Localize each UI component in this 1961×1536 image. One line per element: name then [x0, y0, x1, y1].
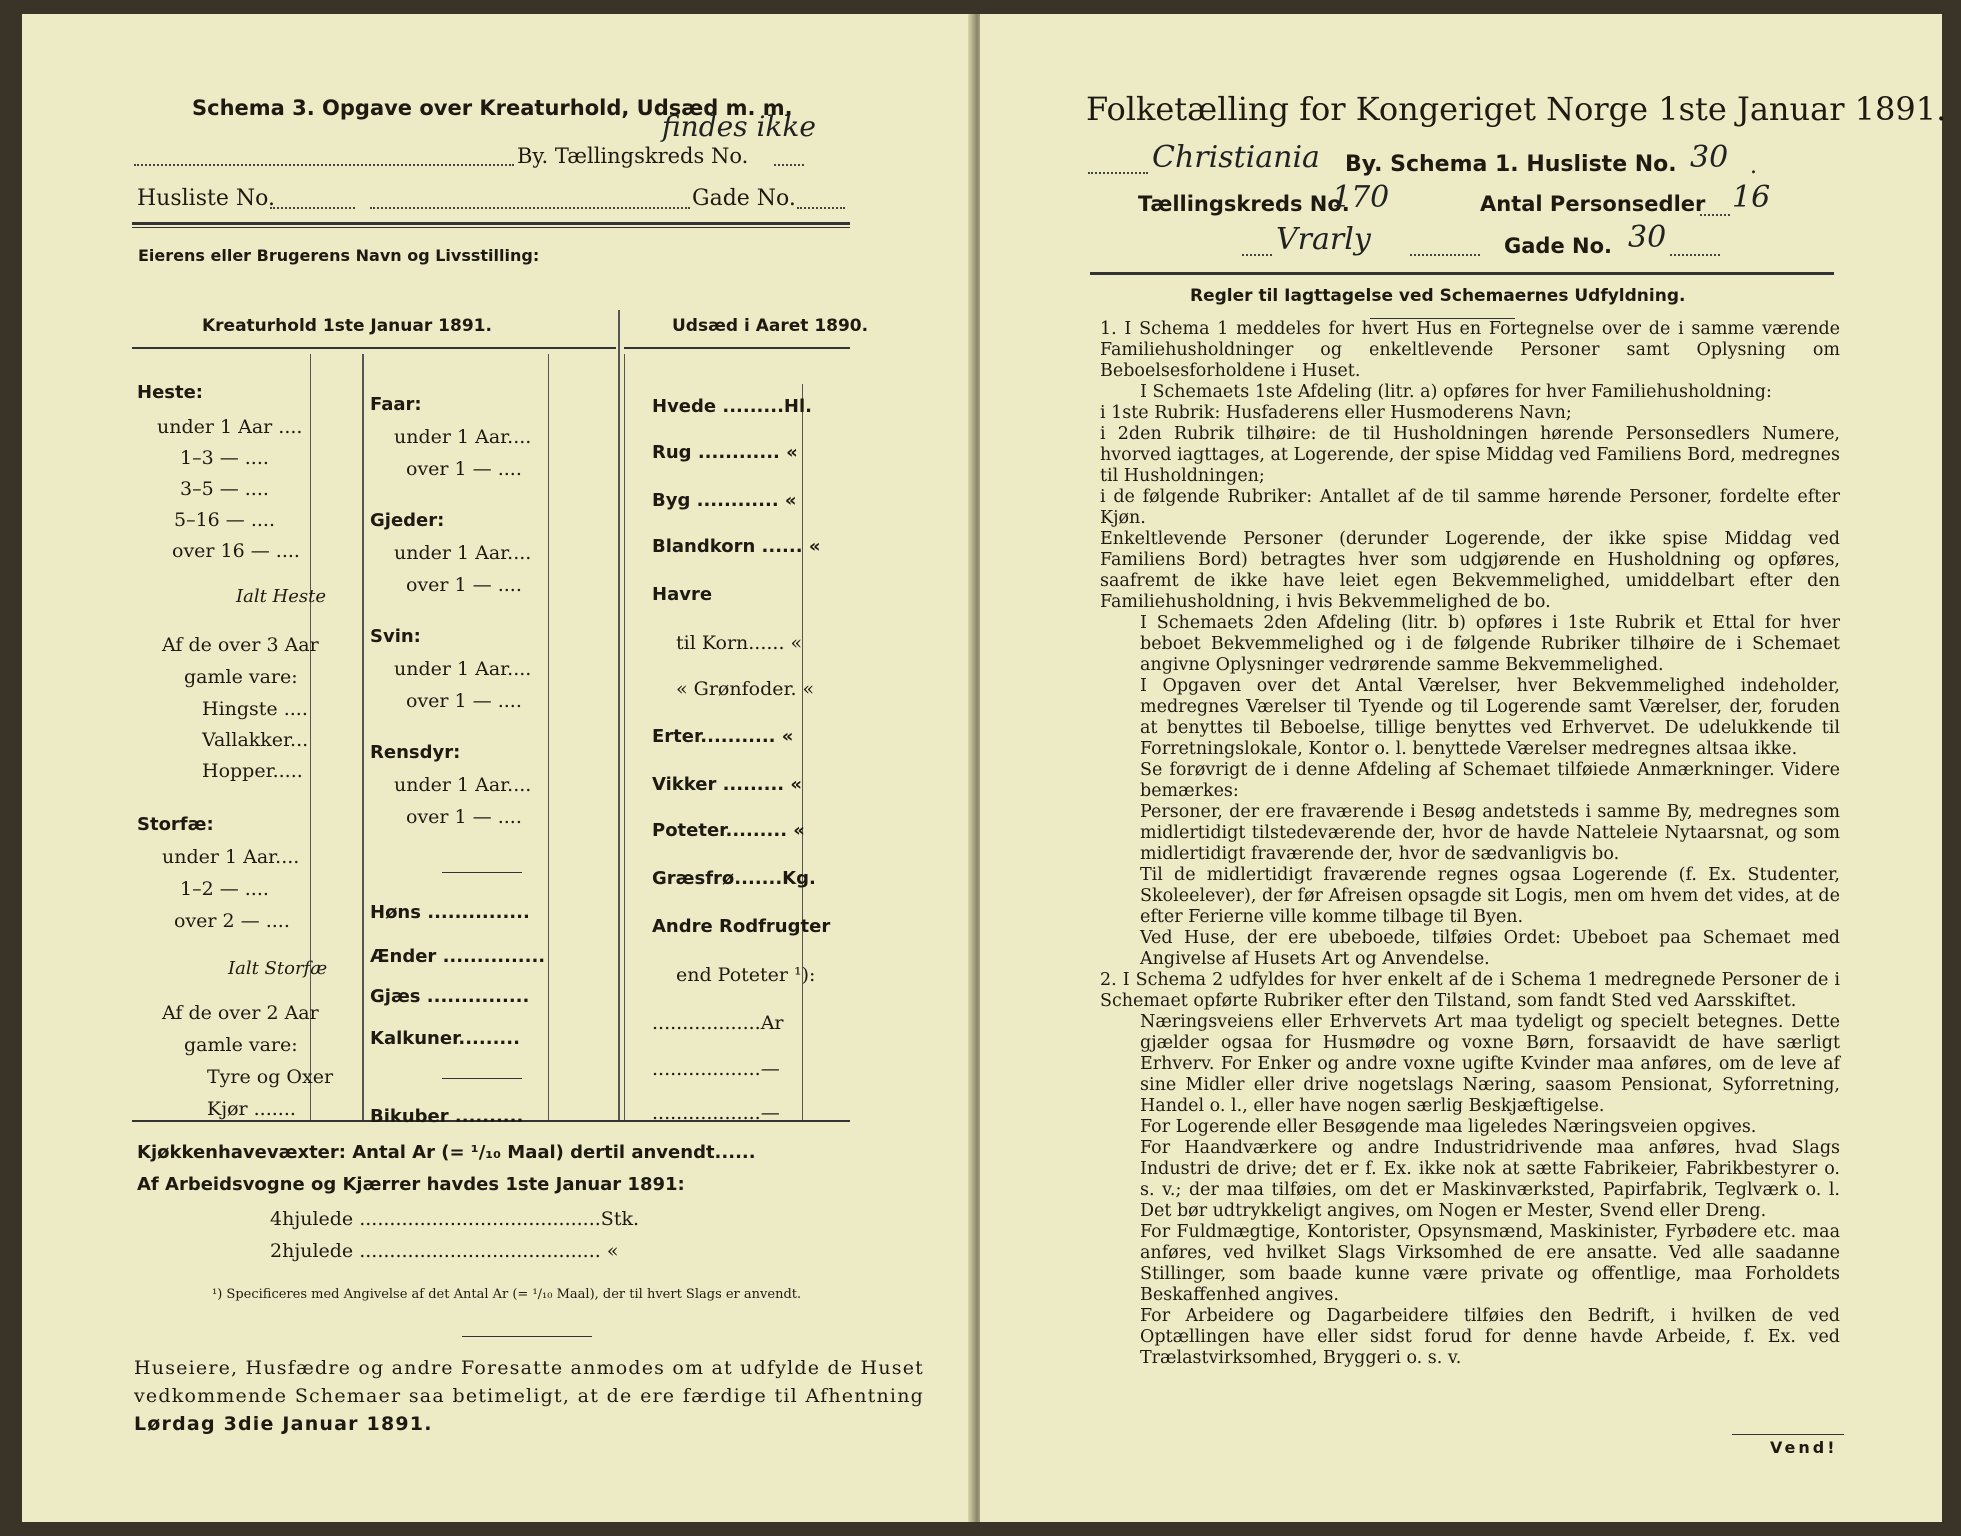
rule-paragraph: Næringsveiens eller Erhvervets Art maa tydeligt og specielt betegnes. Dette gjælder ogsaa for Husmødre og voxne Børn, forsaavidt de have særligt Erhverv. For Enker og andre voxne ugifte Kvinder maa anføres, om de leve af sine Midler eller drive nogetslags Næring, saasom Pensionat, Syforretning, Handel o. l., eller have nogen særlig Beskjæftigelse.	[1140, 1012, 1840, 1116]
heste-row: Hingste ....	[202, 698, 308, 720]
kreds-dotline	[774, 164, 804, 166]
rule-paragraph: Enkeltlevende Personer (derunder Logerende, der ikke spise Middag ved Familiens Bord) betragtes hver som udgjørende en Husholdning og opføres, saafremt de ikke have leiet egen Bekvemmelighed, umiddelbart efter den Familiehusholdning, i hvis Bekvemmelighed de bo.	[1100, 529, 1840, 612]
rule-paragraph: For Fuldmægtige, Kontorister, Opsynsmænd, Maskinister, Fyrbødere etc. maa anføres, ved hvilket Slags Virksomhed de ere ansatte. Ved alle saadanne Stillinger, som baade kunne være private og offentlige, maa Forholdets Beskaffenhed angives.	[1140, 1222, 1840, 1305]
rule-paragraph: For Logerende eller Besøgende maa ligeledes Næringsveien opgives.	[1140, 1117, 1757, 1137]
kreaturhold-header: Kreaturhold 1ste Januar 1891.	[202, 316, 492, 336]
rule-paragraph: For Haandværkere og andre Industridrivende maa anføres, hvad Slags Industri de drive; det er f. Ex. ikke nok at sætte Fabrikeier, Fabrikbestyrer o. s. v.; der maa tilføies, om det er Maskinværksted, Papirfabrik, Teglværk o. l. Det bør udtrykkeligt angives, om Nogen er Mester, Svend eller Dreng.	[1140, 1138, 1840, 1221]
handwritten-city: Christiania	[1152, 140, 1320, 175]
faar-row: over 1 — ....	[406, 458, 522, 480]
rules-text	[1100, 319, 1840, 1369]
heste-row: Af de over 3 Aar	[162, 634, 319, 656]
handwritten-gade: 30	[1628, 220, 1667, 255]
heste-row: 5–16 — ....	[174, 509, 276, 531]
antal-dotline	[1700, 214, 1730, 216]
udsaed-row: Poteter......... «	[652, 820, 805, 841]
fjaer-row: Kalkuner.........	[370, 1028, 520, 1049]
footnote-rule	[462, 1336, 592, 1337]
schema1-line: By. Schema 1. Husliste No.	[1345, 152, 1677, 177]
city-dotline	[1088, 172, 1148, 174]
rule-paragraph: i 1ste Rubrik: Husfaderens eller Husmoderens Navn;	[1100, 403, 1572, 423]
col-c-rule	[548, 354, 549, 1120]
rensdyr-label: Rensdyr:	[370, 742, 461, 763]
handwritten-street: Vrarly	[1276, 222, 1371, 257]
gjeder-row: under 1 Aar....	[394, 542, 532, 564]
header-rule-thin	[132, 227, 850, 228]
table-top-rule-right	[624, 347, 850, 349]
separator-dash	[442, 872, 522, 873]
heste-row: over 16 — ....	[172, 540, 300, 562]
left-page	[22, 14, 977, 1522]
right-page	[980, 14, 1947, 1522]
col-b-rule	[362, 354, 364, 1120]
col-d-rule	[624, 354, 625, 1120]
udsaed-row: Hvede .........Hl.	[652, 396, 812, 417]
schema3-heading: Schema 3. Opgave over Kreaturhold, Udsæd m. m.	[192, 96, 793, 120]
handwritten-findes-ikke: findes ikke	[662, 110, 816, 143]
udsaed-row: ..................Ar	[652, 1012, 784, 1034]
ialt-storfae: Ialt Storfæ	[228, 958, 328, 979]
udsaed-row: til Korn...... «	[676, 632, 803, 654]
mid-vertical-rule	[618, 310, 620, 1120]
vend-rule	[1732, 1434, 1844, 1435]
gade-no-label: Gade No.	[1504, 234, 1612, 258]
separator-dash	[442, 1078, 522, 1079]
antal-label: Antal Personsedler	[1480, 192, 1706, 216]
heste-row: gamle vare:	[184, 666, 298, 688]
heste-label: Heste:	[137, 382, 203, 403]
udsaed-row: Havre	[652, 584, 713, 605]
svin-row: over 1 — ....	[406, 690, 522, 712]
rule-paragraph: 1. I Schema 1 meddeles for hvert Hus en Fortegnelse over de i samme værende Familiehusholdninger og enkeltlevende Personer samt Oplysning om Beboelsesforholdene i Huset.	[1100, 319, 1840, 381]
storfae-label: Storfæ:	[137, 814, 214, 835]
table-top-rule-left	[132, 347, 616, 349]
husliste-end-dot: .	[1750, 154, 1757, 179]
storfae-row: Tyre og Oxer	[207, 1066, 334, 1088]
footnote: ¹) Specificeres med Angivelse af det Antal Ar (= ¹/₁₀ Maal), der til hvert Slags er anvendt.	[212, 1287, 802, 1302]
svin-label: Svin:	[370, 626, 421, 647]
rule-paragraph: Til de midlertidigt fraværende regnes ogsaa Logerende (f. Ex. Studenter, Skoleelever), der før Afreisen opsagde sit Logis, men om hvem det vides, at de efter Ferierne ville komme tilbage til Byen.	[1140, 865, 1840, 927]
storfae-row: Kjør .......	[207, 1098, 296, 1120]
rule-paragraph: Personer, der ere fraværende i Besøg andetsteds i samme By, medregnes som midlertidigt tilstedeværende der, hvor de havde Natteleie Nytaarsnat, og som midlertidigt fraværende der, hvor de sædvanligvis bo.	[1140, 802, 1840, 864]
udsaed-header: Udsæd i Aaret 1890.	[672, 316, 869, 336]
fjaer-row: Ænder ...............	[370, 946, 546, 967]
by-kreds-label: By. Tællingskreds No.	[517, 144, 749, 168]
udsaed-row: Vikker ......... «	[652, 774, 803, 795]
handwritten-antal: 16	[1732, 180, 1771, 215]
storfae-row: gamle vare:	[184, 1034, 298, 1056]
husliste-dotline	[270, 207, 355, 209]
fjaer-row: Høns ...............	[370, 902, 530, 923]
udsaed-row: Erter........... «	[652, 726, 794, 747]
fjaer-row: Gjæs ...............	[370, 986, 530, 1007]
col-e-rule	[802, 384, 803, 1120]
hjul4-line: 4hjulede ........................................Stk.	[270, 1208, 640, 1230]
faar-row: under 1 Aar....	[394, 426, 532, 448]
gjeder-row: over 1 — ....	[406, 574, 522, 596]
udsaed-row: end Poteter ¹):	[676, 964, 816, 986]
gade-dotline	[1670, 254, 1720, 256]
kjokken-line: Kjøkkenhavevæxter: Antal Ar (= ¹/₁₀ Maal) dertil anvendt......	[137, 1142, 756, 1163]
rule-paragraph: 2. I Schema 2 udfyldes for hver enkelt af de i Schema 1 medregnede Personer de i Schemaet opførte Rubriker efter den Tilstand, som fandt Sted ved Aarsskiftet.	[1100, 970, 1840, 1011]
udsaed-row: Byg ............ «	[652, 490, 797, 511]
rule-paragraph: i de følgende Rubriker: Antallet af de til samme hørende Personer, fordelte efter Kjøn.	[1100, 487, 1840, 528]
gade-label: Gade No.	[692, 186, 796, 211]
street-dotline	[1242, 254, 1272, 256]
title-rule	[1090, 272, 1834, 275]
rule-paragraph: I Schemaets 1ste Afdeling (litr. a) opføres for hver Familiehusholdning:	[1140, 382, 1772, 402]
rule-paragraph: i 2den Rubrik tilhøire: de til Husholdningen hørende Personsedlers Numere, hvorved iagttages, at Logerende, der spise Middag ved Familiens Bord, medregnes til Husholdningen;	[1100, 424, 1840, 486]
rensdyr-row: over 1 — ....	[406, 806, 522, 828]
hjul2-line: 2hjulede ........................................ «	[270, 1240, 619, 1262]
storfae-row: Af de over 2 Aar	[162, 1002, 319, 1024]
fjaer-row: Bikuber ..........	[370, 1106, 524, 1127]
arbeid-line: Af Arbeidsvogne og Kjærrer havdes 1ste Januar 1891:	[137, 1174, 685, 1195]
kreds-label: Tællingskreds No.	[1138, 192, 1350, 216]
by-dotline	[134, 164, 514, 166]
udsaed-row: « Grønfoder. «	[676, 678, 815, 700]
heste-row: 3–5 — ....	[180, 478, 269, 500]
storfae-row: under 1 Aar....	[162, 846, 300, 868]
gjeder-label: Gjeder:	[370, 510, 445, 531]
gade-dotline	[797, 207, 845, 209]
eier-label: Eierens eller Brugerens Navn og Livsstilling:	[138, 246, 540, 265]
heste-row: 1–3 — ....	[180, 447, 269, 469]
heste-row: Vallakker...	[202, 729, 309, 751]
udsaed-row: Blandkorn ...... «	[652, 536, 821, 557]
husliste-label: Husliste No.	[137, 186, 275, 211]
rule-paragraph: I Opgaven over det Antal Værelser, hver Bekvemmelighed indeholder, medregnes Værelser til Tyende og til Logerende samt Værelser, der, foruden at benyttes til Beboelse, tillige benyttes ved Erhvervet. De udelukkende til Forretningslokale, Kontor o. l. benyttede Værelser medregnes altsaa ikke.	[1140, 676, 1840, 759]
rensdyr-row: under 1 Aar....	[394, 774, 532, 796]
rules-title: Regler til Iagttagelse ved Schemaernes Udfyldning.	[1190, 286, 1686, 306]
rule-paragraph: For Arbeidere og Dagarbeidere tilføies den Bedrift, i hvilken de ved Optællingen have eller sidst forud for denne havde Arbeide, f. Ex. ved Trælastvirksomhed, Bryggeri o. s. v.	[1140, 1306, 1840, 1368]
rule-paragraph: Se forøvrigt de i denne Afdeling af Schemaet tilføiede Anmærkninger. Videre bemærkes:	[1140, 760, 1840, 801]
ialt-heste: Ialt Heste	[236, 586, 327, 607]
header-rule	[132, 222, 850, 225]
heste-row: under 1 Aar ....	[157, 416, 303, 438]
heste-row: Hopper.....	[202, 760, 303, 782]
udsaed-row: ..................—	[652, 1058, 780, 1080]
udsaed-row: Græsfrø.......Kg.	[652, 868, 816, 889]
svin-row: under 1 Aar....	[394, 658, 532, 680]
rule-paragraph: Ved Huse, der ere ubeboede, tilføies Ordet: Ubeboet paa Schemaet med Angivelse af Husets Art og Anvendelse.	[1140, 928, 1840, 969]
closing-text: Huseiere, Husfædre og andre Foresatte anmodes om at udfylde de Huset vedkommende Schemaer saa betimeligt, at de ere færdige til Afhentning Lørdag 3die Januar 1891.	[134, 1357, 924, 1435]
census-title: Folketælling for Kongeriget Norge 1ste Januar 1891.	[1086, 90, 1947, 128]
handwritten-husliste: 30	[1690, 140, 1729, 175]
udsaed-row: Rug ............ «	[652, 442, 798, 463]
faar-label: Faar:	[370, 394, 422, 415]
vend-label: Vend!	[1770, 1438, 1838, 1457]
udsaed-row: Andre Rodfrugter	[652, 916, 831, 937]
rule-paragraph: I Schemaets 2den Afdeling (litr. b) opføres i 1ste Rubrik et Ettal for hver beboet Bekvemmelighed og i de følgende Rubriker tilhøire de i Schemaet angivne Oplysninger vedrørende samme Bekvemmelighed.	[1140, 613, 1840, 675]
street-dotline2	[1410, 254, 1480, 256]
storfae-row: 1–2 — ....	[180, 878, 269, 900]
udsaed-row: ..................—	[652, 1102, 780, 1124]
storfae-row: over 2 — ....	[174, 910, 290, 932]
handwritten-kreds: 170	[1332, 180, 1390, 215]
husliste-mid-dotline	[370, 207, 690, 209]
